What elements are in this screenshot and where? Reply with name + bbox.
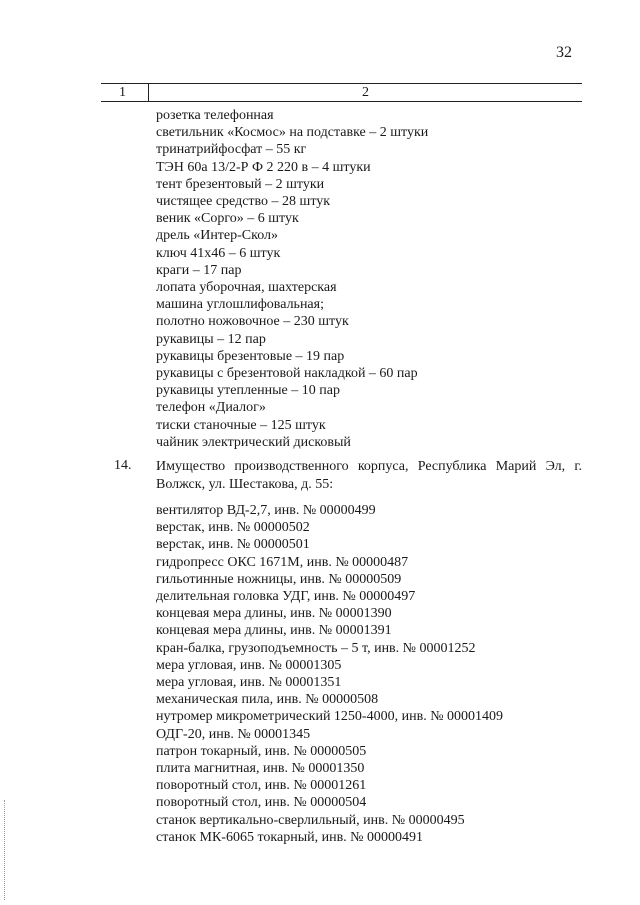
list-item: поворотный стол, инв. № 00001261 <box>156 778 367 794</box>
list-item: патрон токарный, инв. № 00000505 <box>156 743 367 759</box>
list-item: верстак, инв. № 00000501 <box>156 537 310 553</box>
list-item: гидропресс ОКС 1671М, инв. № 00000487 <box>156 554 409 570</box>
list-item: чистящее средство – 28 штук <box>156 194 331 210</box>
list-item: концевая мера длины, инв. № 00001390 <box>156 606 392 622</box>
table-header-row <box>101 83 582 102</box>
scan-margin-marks <box>4 800 7 900</box>
list-item: тринатрийфосфат – 55 кг <box>156 142 307 158</box>
list-item: дрель «Интер-Скол» <box>156 228 279 244</box>
list-item: ТЭН 60а 13/2-Р Ф 2 220 в – 4 штуки <box>156 159 371 175</box>
list-item: тент брезентовый – 2 штуки <box>156 176 325 192</box>
list-item: рукавицы утепленные – 10 пар <box>156 383 340 399</box>
column-separator <box>148 84 149 101</box>
list-item: ключ 41х46 – 6 штук <box>156 245 281 261</box>
list-item: механическая пила, инв. № 00000508 <box>156 692 379 708</box>
list-item: рукавицы – 12 пар <box>156 331 266 347</box>
list-item: верстак, инв. № 00000502 <box>156 520 310 536</box>
list-item: станок вертикально-сверлильный, инв. № 00000495 <box>156 812 465 828</box>
list-item: полотно ножовочное – 230 штук <box>156 314 349 330</box>
list-item: лопата уборочная, шахтерская <box>156 280 337 296</box>
list-item: плита магнитная, инв. № 00001350 <box>156 761 365 777</box>
list-item: мера угловая, инв. № 00001305 <box>156 657 342 673</box>
continued-items-list <box>156 107 428 451</box>
page-number: 32 <box>556 44 572 61</box>
list-item: мера угловая, инв. № 00001351 <box>156 675 342 691</box>
column-2-header: 2 <box>362 85 369 100</box>
list-item: розетка телефонная <box>156 108 274 123</box>
list-item: краги – 17 пар <box>156 262 242 278</box>
list-item: станок МК-6065 токарный, инв. № 00000491 <box>156 829 424 845</box>
list-item: светильник «Космос» на подставке – 2 штуки <box>156 125 429 141</box>
list-item: веник «Сорго» – 6 штук <box>156 211 299 227</box>
list-item: рукавицы брезентовые – 19 пар <box>156 348 345 364</box>
list-item: ОДГ-20, инв. № 00001345 <box>156 726 311 742</box>
list-item: гильотинные ножницы, инв. № 00000509 <box>156 571 402 587</box>
list-item: нутромер микрометрический 1250-4000, инв. № 00001409 <box>156 709 504 725</box>
list-item: телефон «Диалог» <box>156 400 266 416</box>
list-item: вентилятор ВД-2,7, инв. № 00000499 <box>156 503 376 518</box>
list-item: чайник электрический дисковый <box>156 434 351 450</box>
column-1-header: 1 <box>119 85 126 100</box>
list-item: делительная головка УДГ, инв. № 00000497 <box>156 589 416 605</box>
section-items-list <box>156 502 503 846</box>
list-item: поворотный стол, инв. № 00000504 <box>156 795 367 811</box>
list-item: концевая мера длины, инв. № 00001391 <box>156 623 392 639</box>
section-number: 14. <box>114 458 132 473</box>
list-item: кран-балка, грузоподъемность – 5 т, инв. № 00001252 <box>156 640 476 656</box>
list-item: машина углошлифовальная; <box>156 297 324 313</box>
section-heading: Имущество производственного корпуса, Республика Марий Эл, г. Волжск, ул. Шестакова, д. 55: <box>156 459 582 492</box>
list-item: рукавицы с брезентовой накладкой – 60 пар <box>156 366 418 382</box>
list-item: тиски станочные – 125 штук <box>156 417 326 433</box>
